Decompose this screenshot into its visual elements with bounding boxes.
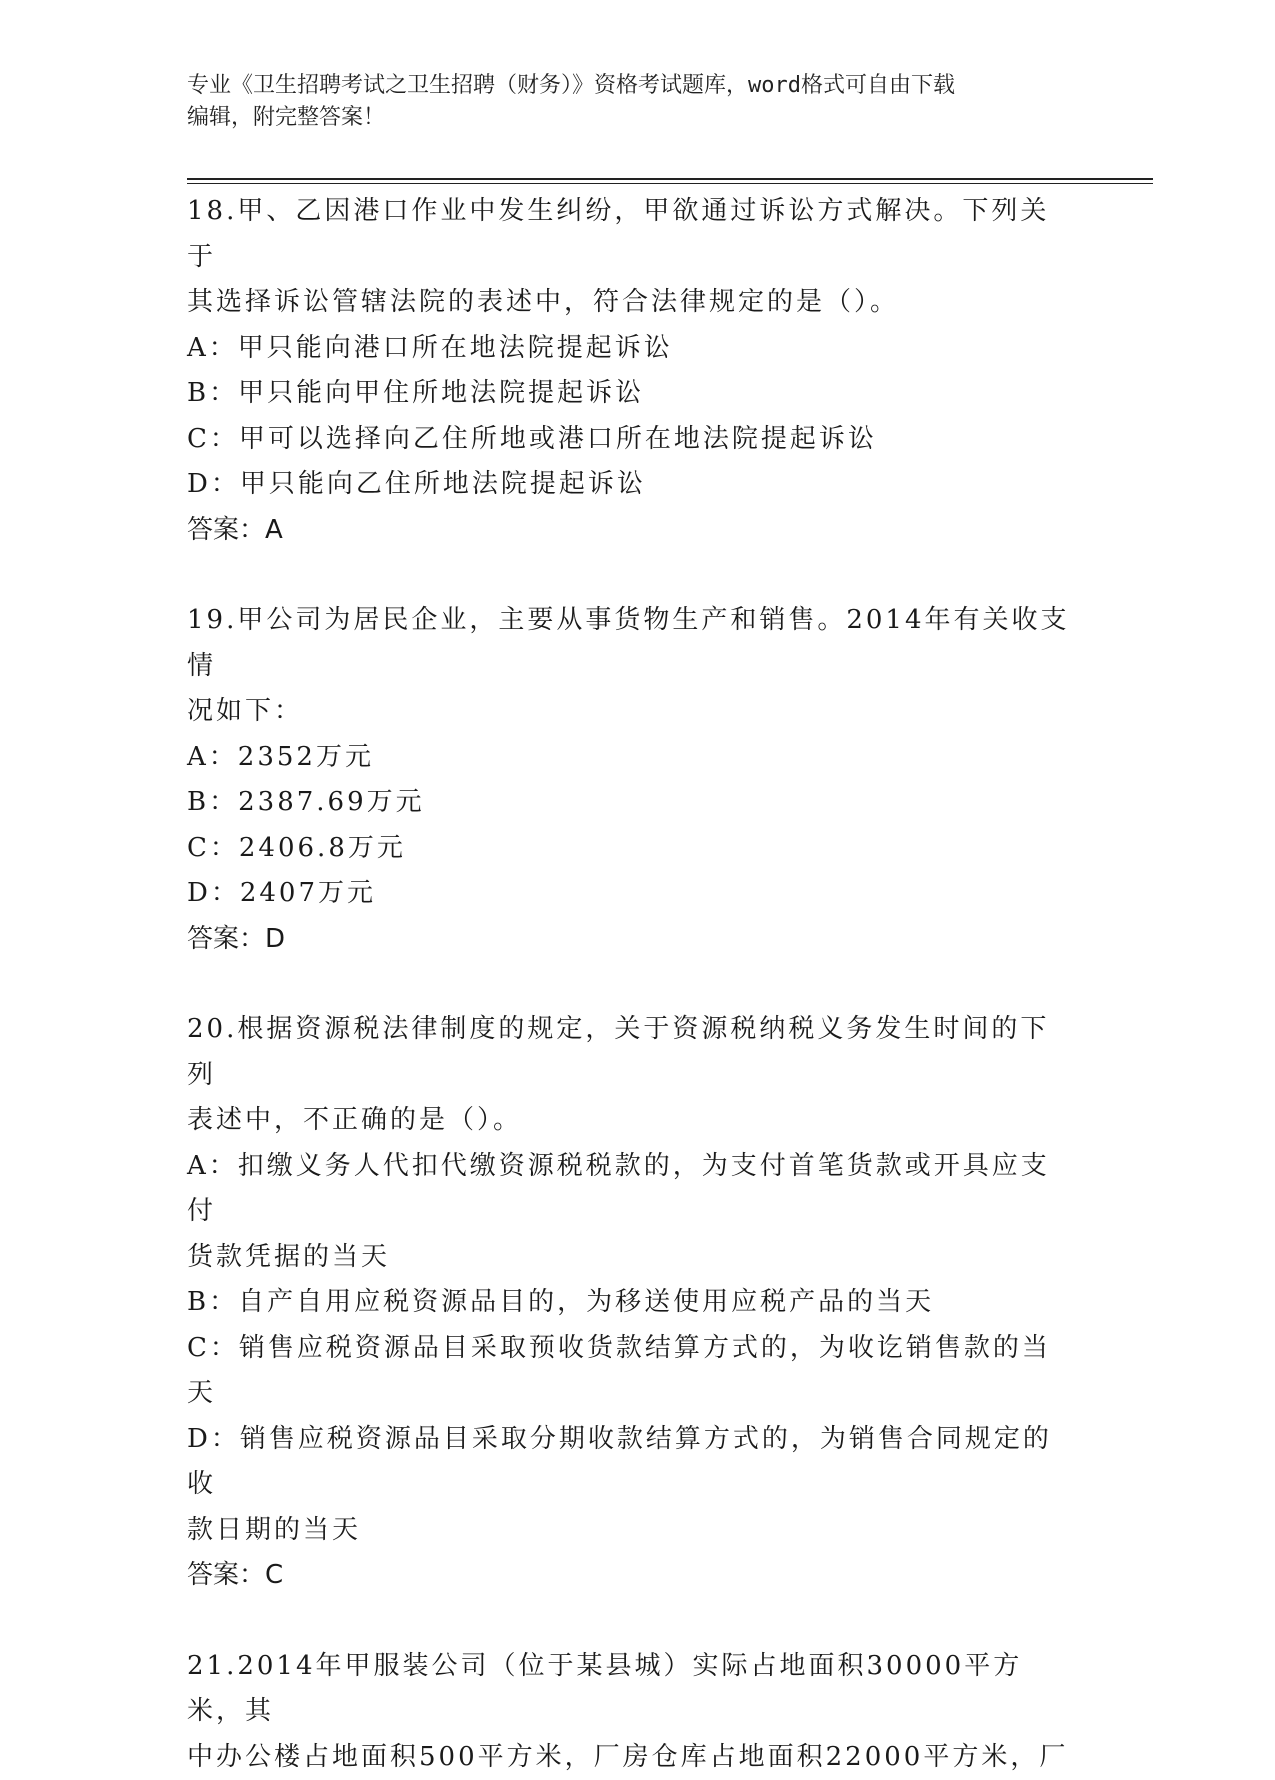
header-line-1: 专业《卫生招聘考试之卫生招聘（财务）》资格考试题库，word格式可自由下载 [187,70,1067,102]
header-divider-thin [187,183,1153,184]
question-18 [187,189,1077,553]
option-d: D：甲只能向乙住所地法院提起诉讼 [187,462,1077,508]
header-line-2: 编辑，附完整答案！ [187,102,1067,134]
answer-label: 答案：C [187,1553,1077,1599]
document-header [187,70,1067,134]
question-gap [187,1599,1077,1644]
question-19 [187,598,1077,962]
option-c: C：销售应税资源品目采取预收货款结算方式的，为收讫销售款的当天 [187,1326,1077,1417]
option-c: C：2406.8万元 [187,826,1077,872]
question-stem: 中办公楼占地面积500平方米，厂房仓库占地面积22000平方米，厂 [187,1735,1077,1780]
question-stem: 20.根据资源税法律制度的规定，关于资源税纳税义务发生时间的下列 [187,1007,1077,1098]
option-c: C：甲可以选择向乙住所地或港口所在地法院提起诉讼 [187,417,1077,463]
question-stem: 19.甲公司为居民企业，主要从事货物生产和销售。2014年有关收支情 [187,598,1077,689]
question-stem: 其选择诉讼管辖法院的表述中，符合法律规定的是（）。 [187,280,1077,326]
option-a: A：2352万元 [187,735,1077,781]
question-21 [187,1644,1077,1780]
question-stem: 18.甲、乙因港口作业中发生纠纷，甲欲通过诉讼方式解决。下列关于 [187,189,1077,280]
question-gap [187,962,1077,1007]
option-d-continued: 款日期的当天 [187,1508,1077,1554]
option-b: B：2387.69万元 [187,780,1077,826]
question-20 [187,1007,1077,1599]
option-d: D：2407万元 [187,871,1077,917]
question-stem: 表述中，不正确的是（）。 [187,1098,1077,1144]
option-a-continued: 货款凭据的当天 [187,1235,1077,1281]
option-d: D：销售应税资源品目采取分期收款结算方式的，为销售合同规定的收 [187,1417,1077,1508]
question-stem: 21.2014年甲服装公司（位于某县城）实际占地面积30000平方米，其 [187,1644,1077,1735]
option-a: A：扣缴义务人代扣代缴资源税税款的，为支付首笔货款或开具应支付 [187,1144,1077,1235]
option-a: A：甲只能向港口所在地法院提起诉讼 [187,326,1077,372]
question-stem: 况如下： [187,689,1077,735]
answer-label: 答案：D [187,917,1077,963]
option-b: B：甲只能向甲住所地法院提起诉讼 [187,371,1077,417]
header-divider-thick [187,178,1153,180]
option-b: B：自产自用应税资源品目的，为移送使用应税产品的当天 [187,1280,1077,1326]
answer-label: 答案：A [187,508,1077,554]
question-gap [187,553,1077,598]
question-list [187,189,1077,1780]
